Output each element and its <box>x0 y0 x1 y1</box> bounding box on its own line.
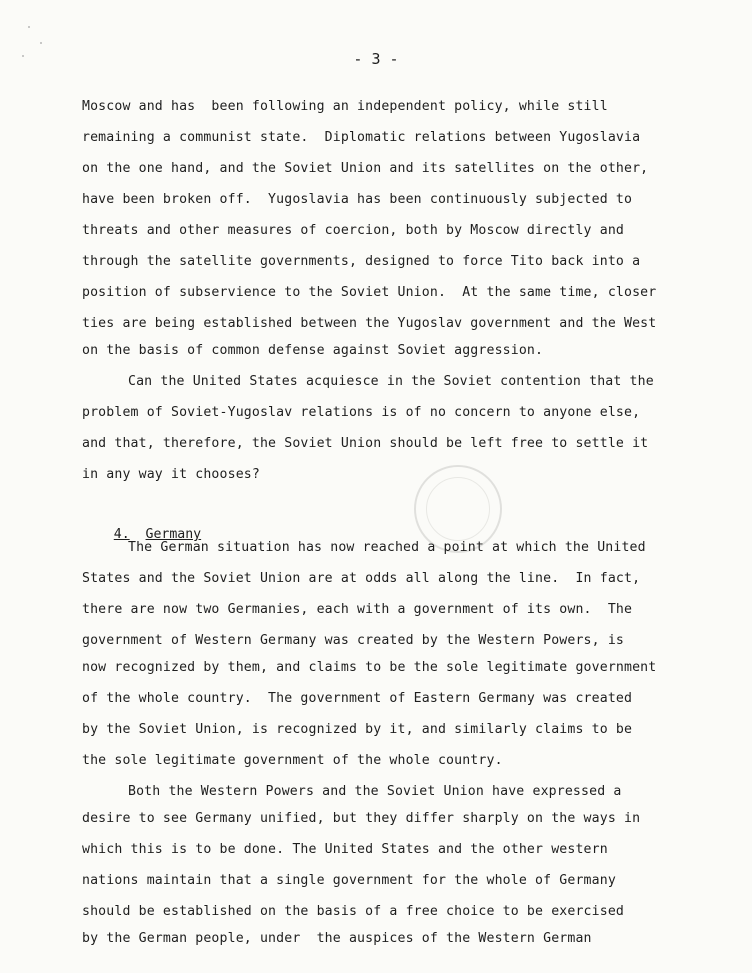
paragraph-3-line: of the whole country. The government of Eastern Germany was created <box>82 691 633 706</box>
paragraph-3-line: States and the Soviet Union are at odds all along the line. In fact, <box>82 571 641 586</box>
paragraph-2-line: in any way it chooses? <box>82 467 260 482</box>
paragraph-1-line: Moscow and has been following an independent policy, while still <box>82 99 608 114</box>
paragraph-1-line: through the satellite governments, designed to force Tito back into a <box>82 254 641 269</box>
paragraph-3-line: The German situation has now reached a point at which the United <box>128 540 646 555</box>
paragraph-3-line: by the Soviet Union, is recognized by it, and similarly claims to be <box>82 722 633 737</box>
paragraph-2-line: problem of Soviet-Yugoslav relations is of no concern to anyone else, <box>82 405 641 420</box>
section-title: Germany <box>145 527 202 542</box>
paragraph-3-line: there are now two Germanies, each with a government of its own. The <box>82 602 633 617</box>
paragraph-4-line: which this is to be done. The United States and the other western <box>82 842 608 857</box>
paragraph-1-line: ties are being established between the Yugoslav government and the West <box>82 316 657 331</box>
page-number: - 3 - <box>353 50 399 68</box>
paper-speck <box>40 42 42 44</box>
paper-speck <box>28 26 30 28</box>
section-number: 4. <box>113 527 130 542</box>
paragraph-3-line: government of Western Germany was created by the Western Powers, is <box>82 633 624 648</box>
paragraph-2-line: Can the United States acquiesce in the Soviet contention that the <box>128 374 654 389</box>
paragraph-2-line: and that, therefore, the Soviet Union should be left free to settle it <box>82 436 649 451</box>
paragraph-1-line: have been broken off. Yugoslavia has been continuously subjected to <box>82 192 633 207</box>
paragraph-1-line: on the basis of common defense against Soviet aggression. <box>82 343 544 358</box>
paragraph-3-line: the sole legitimate government of the whole country. <box>82 753 503 768</box>
paragraph-3-line: now recognized by them, and claims to be the sole legitimate government <box>82 660 657 675</box>
paragraph-1-line: on the one hand, and the Soviet Union and its satellites on the other, <box>82 161 649 176</box>
paragraph-4-line: by the German people, under the auspices of the Western German <box>82 931 592 946</box>
paragraph-4-line: should be established on the basis of a free choice to be exercised <box>82 904 624 919</box>
paragraph-4-line: desire to see Germany unified, but they differ sharply on the ways in <box>82 811 641 826</box>
paragraph-1-line: threats and other measures of coercion, both by Moscow directly and <box>82 223 624 238</box>
paragraph-1-line: remaining a communist state. Diplomatic relations between Yugoslavia <box>82 130 641 145</box>
paragraph-1-line: position of subservience to the Soviet Union. At the same time, closer <box>82 285 657 300</box>
paragraph-4-line: nations maintain that a single government for the whole of Germany <box>82 873 616 888</box>
paragraph-4-line: Both the Western Powers and the Soviet Union have expressed a <box>128 784 622 799</box>
